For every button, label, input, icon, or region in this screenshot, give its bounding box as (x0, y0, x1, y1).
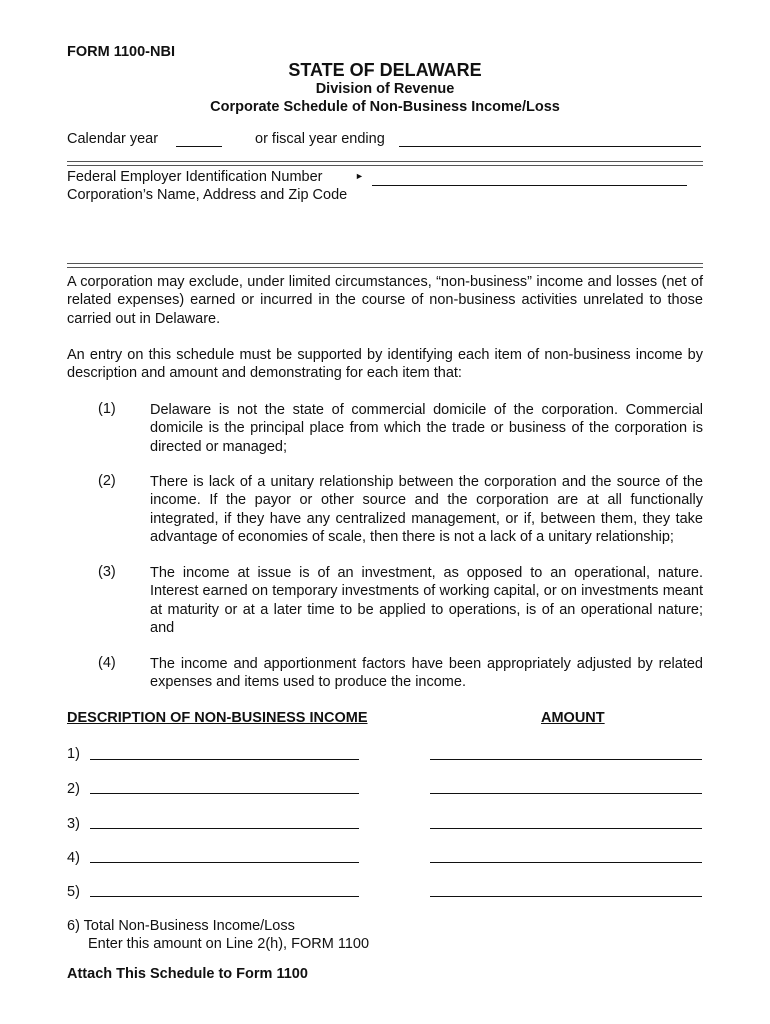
item-number: (2) (98, 473, 116, 489)
entry-row-number: 3) (67, 816, 80, 832)
entry-row-number: 5) (67, 884, 80, 900)
description-field[interactable] (90, 862, 359, 863)
entry-row-number: 2) (67, 781, 80, 797)
amount-field[interactable] (430, 793, 702, 794)
state-title: STATE OF DELAWARE (288, 60, 482, 80)
intro-paragraph: A corporation may exclude, under limited circumstances, “non-business” income and losses (net of related expenses) earned or incurred in the course of non-business activities unrelated to those carried out in Delaware. (67, 274, 703, 327)
total-instruction: Enter this amount on Line 2(h), FORM 1100 (88, 936, 370, 952)
divider-top (67, 161, 703, 166)
amount-field[interactable] (430, 759, 702, 760)
item-number: (3) (98, 564, 116, 580)
description-header: DESCRIPTION OF NON-BUSINESS INCOME (67, 710, 368, 726)
description-field[interactable] (90, 896, 359, 897)
amount-field[interactable] (430, 896, 702, 897)
description-field[interactable] (90, 793, 359, 794)
fein-label: Federal Employer Identification Number (67, 169, 323, 185)
total-label: 6) Total Non-Business Income/Loss (67, 918, 295, 934)
requirement-paragraph: An entry on this schedule must be supported by identifying each item of non-business income by description and amount and demonstrating for each item that: (67, 347, 703, 382)
corp-name-area[interactable] (67, 210, 703, 260)
arrow-right-icon: ► (355, 171, 364, 181)
schedule-title: Corporate Schedule of Non-Business Income/Loss (210, 99, 560, 115)
fein-field[interactable] (372, 185, 687, 186)
calendar-year-label: Calendar year (67, 131, 159, 147)
amount-header: AMOUNT (541, 710, 605, 726)
calendar-year-field[interactable] (176, 146, 222, 147)
item-text: Delaware is not the state of commercial domicile of the corporation. Commercial domicile is the principal place from which the trade or business of the corporation is directed or managed; (150, 402, 703, 455)
fiscal-year-label: or fiscal year ending (255, 131, 385, 147)
division-title: Division of Revenue (315, 81, 455, 97)
amount-field[interactable] (430, 828, 702, 829)
description-field[interactable] (90, 828, 359, 829)
attach-note: Attach This Schedule to Form 1100 (67, 966, 308, 982)
form-id: FORM 1100-NBI (67, 44, 175, 60)
fiscal-year-field[interactable] (399, 146, 701, 147)
item-text: The income and apportionment factors have been appropriately adjusted by related expenses and items used to produce the income. (150, 656, 703, 691)
entry-row-number: 1) (67, 746, 80, 762)
item-text: The income at issue is of an investment, as opposed to an operational, nature. Interest earned on temporary investments of working capital, or on investments meant at maturity or at a later time to be applied to operations, is of an operational nature; and (150, 565, 703, 636)
corp-name-label: Corporation’s Name, Address and Zip Code (67, 187, 348, 203)
entry-row-number: 4) (67, 850, 80, 866)
amount-field[interactable] (430, 862, 702, 863)
description-field[interactable] (90, 759, 359, 760)
item-number: (4) (98, 655, 116, 671)
divider-bottom (67, 263, 703, 268)
item-number: (1) (98, 401, 116, 417)
item-text: There is lack of a unitary relationship between the corporation and the source of the income. If the payor or other source and the corporation are at all functionally integrated, if they have any centralized management, or if, between them, they take advantage of economies of scale, then there is not a lack of a unitary relationship; (150, 474, 703, 545)
